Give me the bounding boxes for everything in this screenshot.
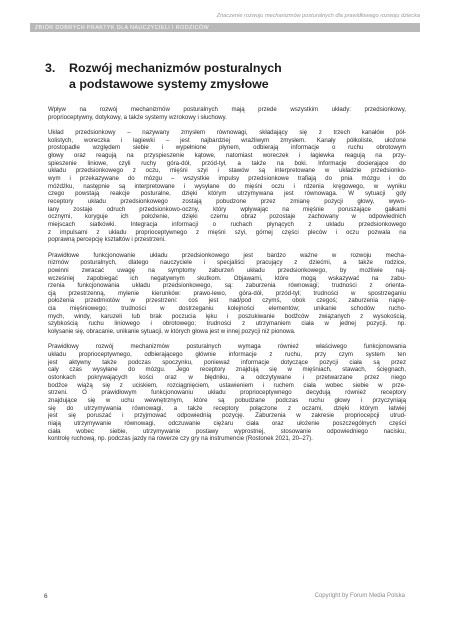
text-line: czego powstają reakcje posturalne, dzięki którym utrzymywana jest równowaga. W sytuacji gdy <box>48 190 406 198</box>
text-line: kontrolę ruchową, np. podczas jazdy na rowerze czy gry na instrumencie (Rostonek 2021, 20–27). <box>48 435 313 443</box>
text-line: prostopadle względem siebie i wypełnione płynem, odbierają informacje o ruchu obrotowym <box>48 144 406 152</box>
text-line: powinni zwracać uwagę na symptomy zaburzeń układu przedsionkowego, by możliwie naj- <box>48 266 406 274</box>
text-line: położenia przedmiotów w przestrzeni: coś jest nad/pod czymś, obok czegoś; zaburzenia napię- <box>48 297 406 305</box>
section-number: 3. <box>45 61 56 75</box>
text-line: wym i przekazywane do mózgu – wszystkie impulsy przedsionkowe trafiają do pnia mózgu i do <box>48 174 406 182</box>
text-line: ocznymi, koryguje ich położenie, dzięki czemu obraz pozostaje zachowany w odpowiednich <box>48 213 406 221</box>
text-line: cały czas wysyłane do mózgu. Jego receptory znajdują się w mięśniach, stawach, ścięgnach, <box>48 366 406 374</box>
footer-copyright: Copyright by Forum Media Polska <box>314 593 405 599</box>
text-line: cia mięśniowego; trudności w dostrzeganiu kolejności elementów; unikanie schodów rucho- <box>48 305 406 313</box>
text-line: układu proprioceptywnego, odbierającego głównie informacje z ruchu, przy czym system ten <box>48 351 406 359</box>
text-line: się do utrzymywania równowagi, a także receptory połączone z oczami, dzięki którym łatwiej <box>48 404 406 412</box>
section-title-line-1: Rozwój mechanizmów posturalnych <box>69 61 282 75</box>
paragraph <box>48 129 406 244</box>
text-line: niają utrzymywanie równowagi, odczuwanie ciężaru ciała oraz ułożenie poszczególnych części <box>48 420 406 427</box>
text-line: układu przedsionkowego z oczu, mięśni szyi i stawów są interpretowane w układzie przedsionko- <box>48 167 406 175</box>
series-band-text: ZBIÓR DOBRYCH PRAKTYK DLA NAUCZYCIELI I RODZICÓW <box>35 24 209 31</box>
paragraph <box>48 252 406 336</box>
text-line: jest aktywny także podczas spoczynku, ponieważ informacje dotyczące pozycji ciała są przez <box>48 358 406 366</box>
text-line: receptory układu przedsionkowego zostają pobudzone przez zmianę pozycji głowy, wywo- <box>48 197 406 205</box>
section-title-line-2: a podstawowe systemy zmysłowe <box>69 77 269 91</box>
text-line: cją przestrzenną, mylenie kierunków: prawo-lewo, góra-dół, przód-tył; trudności w spostrzeganiu <box>48 289 406 297</box>
paragraph <box>48 106 406 121</box>
body-text <box>48 106 406 451</box>
page-number: 6 <box>44 593 48 600</box>
paragraph <box>48 343 406 443</box>
text-line: Układ przedsionkowy – nazywany zmysłem równowagi, składający się z trzech kanałów pół- <box>48 129 406 136</box>
text-line: nizmów posturalnych, dlatego nauczyciele i specjaliści pracujący z dziećmi, a także rodzice, <box>48 259 406 267</box>
text-line: szybkością ruchu liniowego i obrotowego; trudności z utrzymaniem ciała w jednej pozycji, np. <box>48 320 406 328</box>
text-line: znajdujące się w uchu wewnętrznym, które są pobudzane podczas ruchu głowy i przyczyniają <box>48 397 406 405</box>
series-band <box>30 23 420 32</box>
text-line: miejscach siatkówki. Integracja informacji o ruchach płynących z układu przedsionkowego <box>48 220 406 228</box>
text-line: głowy oraz reagują na przyspieszenie kątowe, natomiast woreczek i łagiewka reagują na przy- <box>48 151 406 159</box>
text-line: proprioceptywny, dotykowy, a także systemy wzrokowy i słuchowy. <box>48 113 227 121</box>
text-line: kolistych, woreczka i łagiewki – jest najbardziej wrażliwym zmysłem. Kanały półkoliste, ułożone <box>48 136 406 144</box>
text-line: poprawną percepcję kształtów i przestrzeni. <box>48 236 166 244</box>
text-line: rzenia funkcjonowania układu przedsionkowego, są: zaburzenia równowagi; trudności z orienta- <box>48 282 406 290</box>
text-line: strzeni. O prawidłowym funkcjonowaniu układu proprioceptywnego decydują również receptory <box>48 389 406 397</box>
text-line: Wpływ na rozwój mechanizmów posturalnych mają przede wszystkim układy: przedsionkowy, <box>48 106 406 113</box>
text-line: z impulsami z układu proprioceptywnego z mięśni szyi, górnej części pleców i oczu pozwala na <box>48 228 406 236</box>
text-line: kołysanie się, obracanie, unikanie sytuacji, w których głowa jest w innej pozycji niż pionowa. <box>48 328 296 336</box>
text-line: Prawidłowe funkcjonowanie układu przedsionkowego jest bardzo ważne w rozwoju mecha- <box>48 251 406 259</box>
text-line: móżdżku, następnie są interpretowane i wysyłane do mięśni oczu i rdzenia kręgowego, w wyniku <box>48 182 406 190</box>
running-head: Znaczenie rozwoju mechanizmów posturalnych dla prawidłowego rozwoju dziecka <box>216 13 420 19</box>
text-line: mych, windy, karuzeli lub brak poczucia lęku i poszukiwanie bodźców związanych z wysokością, <box>48 312 406 320</box>
text-line: wcześniej zapobiegać ich negatywnym skutkom. Objawami, które mogą wskazywać na zabu- <box>48 274 406 282</box>
text-line: ciała wobec siebie, utrzymywanie postawy wyprostnej, stosowanie odpowiedniego nacisku, <box>48 427 406 435</box>
text-line: Prawidłowy rozwój mechanizmów posturalnych wymaga również właściwego funkcjonowania <box>48 343 406 351</box>
text-line: bodźce wiążą się z uciskiem, rozciągnięciem, ustawieniem i ruchem ciała wobec siebie w prze- <box>48 381 406 389</box>
text-line: spieszenie liniowe, czyli ruchy góra-dół, przód-tył, a także na boki. Informacje docierające do <box>48 159 406 167</box>
text-line: łany zostaje odruch przedsionkowo-oczny, który wpływając na mięśnie poruszające gałkami <box>48 205 406 213</box>
text-line: ostonkach pokrywających kości oraz w błędniku, a odczytywane i przetwarzane przez niego <box>48 374 406 382</box>
text-line: jest się poruszać i przyjmować odpowiednią pozycję. Zaburzenia w zakresie propriocepcji utrud- <box>48 412 406 420</box>
